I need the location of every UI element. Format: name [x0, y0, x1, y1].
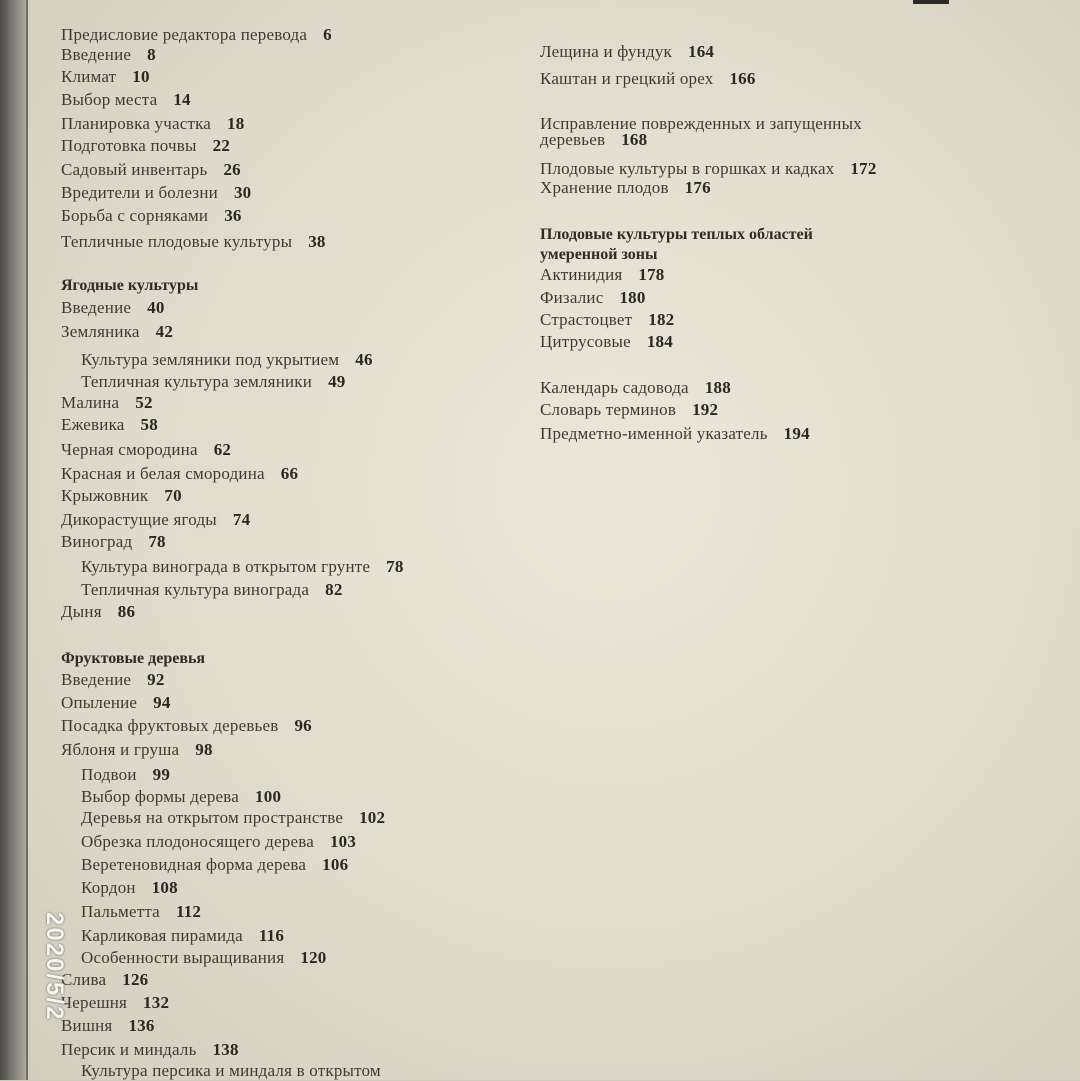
toc-page-number: 100 [255, 787, 282, 806]
toc-entry-title: Посадка фруктовых деревьев [61, 716, 279, 735]
toc-entry-title: Лещина и фундук [540, 42, 672, 61]
toc-page-number: 26 [223, 160, 241, 179]
toc-entry-title: Культура земляники под укрытием [81, 350, 340, 369]
toc-entry-title: Персик и миндаль [61, 1040, 197, 1059]
toc-entry-title: Обрезка плодоносящего дерева [81, 832, 314, 851]
toc-page-number: 42 [155, 322, 174, 341]
toc-entry [540, 42, 714, 62]
toc-entry [540, 310, 674, 330]
toc-page-number: 108 [151, 878, 178, 897]
toc-entry-title: Ежевика [61, 415, 125, 434]
toc-page-number: 58 [140, 415, 158, 434]
toc-entry [540, 265, 665, 285]
toc-page-number: 96 [294, 716, 312, 735]
toc-entry [540, 378, 731, 398]
toc-entry-title: Культура винограда в открытом грунте [81, 557, 371, 576]
toc-entry [61, 67, 150, 87]
toc-entry-title: Вишня [61, 1016, 113, 1035]
toc-page-number: 78 [386, 557, 404, 576]
toc-entry-title: Выбор места [61, 90, 158, 109]
toc-page-number: 10 [132, 67, 150, 86]
toc-entry-title: Яблоня и груша [61, 740, 180, 759]
toc-entry [540, 288, 646, 308]
toc-entry-title: Хранение плодов [540, 178, 669, 197]
toc-page-number: 82 [325, 580, 343, 599]
toc-page-number: 36 [224, 206, 242, 225]
toc-page-number: 188 [704, 378, 731, 397]
toc-page-number: 30 [233, 183, 252, 202]
toc-entry [61, 532, 166, 552]
toc-page-number: 14 [173, 90, 191, 109]
toc-page-number: 52 [135, 393, 153, 412]
toc-entry-title: Введение [61, 298, 132, 317]
toc-entry-title: Предисловие редактора перевода [61, 25, 308, 44]
toc-entry [61, 415, 158, 435]
toc-section-heading: Плодовые культуры теплых областей [540, 226, 813, 243]
toc-entry-title: Плодовые культуры в горшках и кадках [540, 159, 835, 178]
toc-entry [81, 902, 201, 922]
book-page [26, 0, 1080, 1080]
toc-page-number: 49 [328, 372, 346, 391]
toc-page-number: 168 [621, 130, 648, 149]
toc-entry-title: Опыление [61, 693, 138, 712]
toc-page-number: 70 [164, 486, 182, 505]
toc-page-number: 116 [258, 926, 285, 945]
toc-entry [61, 206, 242, 226]
toc-entry-title: Физалис [540, 288, 604, 307]
toc-entry-title: Тепличная культура земляники [81, 372, 313, 391]
toc-entry [81, 926, 284, 946]
toc-page-number: 40 [147, 298, 165, 317]
toc-entry [81, 808, 385, 828]
toc-entry-title: Календарь садовода [540, 378, 689, 397]
toc-entry [61, 510, 250, 530]
toc-section-heading: умеренной зоны [540, 246, 658, 263]
toc-page-number: 98 [195, 740, 213, 759]
toc-page-number: 112 [175, 902, 202, 921]
toc-entry [61, 602, 135, 622]
toc-entry [81, 765, 170, 785]
toc-entry [61, 970, 148, 990]
toc-entry [61, 183, 251, 203]
toc-entry [81, 878, 178, 898]
toc-page-number: 172 [850, 159, 877, 178]
toc-page-number: 99 [152, 765, 171, 784]
toc-entry-title: Слива [61, 970, 107, 989]
toc-entry [81, 557, 404, 577]
toc-entry [81, 787, 281, 807]
toc-page-number: 62 [213, 440, 232, 459]
toc-page-number: 166 [729, 69, 756, 88]
toc-entry [81, 855, 348, 875]
toc-entry-title: Каштан и грецкий орех [540, 69, 714, 88]
toc-section-heading: Ягодные культуры [61, 277, 199, 294]
toc-page-number: 132 [143, 993, 170, 1012]
toc-entry [81, 350, 373, 370]
toc-entry-title: Планировка участка [61, 114, 212, 133]
date-stamp: 2020/5/2 [41, 912, 68, 1022]
toc-page-number: 182 [648, 310, 675, 329]
toc-entry [61, 486, 182, 506]
toc-page-number: 94 [153, 693, 171, 712]
toc-entry [61, 90, 191, 110]
toc-entry-title: Дикорастущие ягоды [61, 510, 217, 529]
toc-entry-title: Выбор формы дерева [81, 787, 240, 806]
toc-page-number: 92 [147, 670, 165, 689]
toc-page-number: 184 [646, 332, 673, 351]
toc-page-number: 106 [322, 855, 349, 874]
toc-entry-title: Виноград [61, 532, 133, 551]
toc-entry-title: Цитрусовые [540, 332, 631, 351]
toc-entry-title: Предметно-именной указатель [540, 424, 768, 443]
toc-page-number: 126 [122, 970, 149, 989]
toc-entry [81, 580, 343, 600]
top-rule [913, 0, 949, 4]
toc-entry-title: Крыжовник [61, 486, 149, 505]
toc-page-number: 164 [688, 42, 715, 61]
toc-entry-title: Малина [61, 393, 120, 412]
toc-entry [61, 670, 165, 690]
toc-entry [81, 372, 345, 392]
toc-page-number: 136 [128, 1016, 155, 1035]
toc-entry [81, 948, 327, 968]
toc-entry-title: Веретеновидная форма дерева [81, 855, 307, 874]
toc-entry [61, 693, 171, 713]
toc-page-number: 120 [300, 948, 327, 967]
toc-entry-title: Словарь терминов [540, 400, 677, 419]
toc-page-number: 178 [638, 265, 665, 284]
toc-entry [61, 114, 244, 134]
toc-entry [61, 232, 326, 252]
toc-page-number: 103 [329, 832, 357, 851]
toc-page-number: 46 [355, 350, 373, 369]
toc-page-number: 38 [308, 232, 326, 251]
toc-entry-title: Дыня [61, 602, 102, 621]
toc-page-number: 22 [212, 136, 231, 155]
toc-entry [81, 1061, 381, 1081]
toc-entry-title: Актинидия [540, 265, 623, 284]
toc-entry [540, 400, 718, 420]
toc-entry-title: Культура персика и миндаля в открытом [81, 1061, 381, 1080]
toc-entry-title: Введение [61, 670, 132, 689]
toc-section-heading: Фруктовые деревья [61, 650, 206, 667]
toc-entry [540, 130, 647, 150]
toc-entry-title: Исправление поврежденных и запущенных [540, 114, 862, 133]
toc-page-number: 66 [280, 464, 299, 483]
toc-entry-title: Красная и белая смородина [61, 464, 265, 483]
toc-entry-title: Карликовая пирамида [81, 926, 243, 945]
toc-page-number: 194 [783, 424, 810, 443]
toc-entry-title: Борьба с сорняками [61, 206, 209, 225]
toc-entry-title: Черешня [61, 993, 128, 1012]
toc-entry [61, 1040, 239, 1060]
toc-entry [61, 1016, 155, 1036]
toc-entry [81, 832, 356, 852]
toc-entry-title: Пальметта [81, 902, 160, 921]
toc-entry-title: Введение [61, 45, 132, 64]
toc-entry [61, 993, 169, 1013]
toc-entry [61, 45, 156, 65]
toc-page-number: 86 [117, 602, 136, 621]
toc-page-number: 8 [147, 45, 156, 64]
toc-entry [61, 740, 213, 760]
toc-page-number: 192 [692, 400, 719, 419]
toc-entry [61, 160, 241, 180]
toc-entry [540, 178, 711, 198]
toc-entry [61, 136, 230, 156]
toc-page-number: 18 [227, 114, 245, 133]
toc-entry [540, 159, 877, 179]
toc-page-number: 102 [359, 808, 386, 827]
toc-page-number: 74 [232, 510, 251, 529]
toc-entry [540, 424, 810, 444]
toc-entry [61, 464, 298, 484]
toc-page-number: 138 [212, 1040, 239, 1059]
toc-entry [540, 332, 673, 352]
toc-entry [61, 716, 312, 736]
toc-page-number: 6 [323, 25, 332, 44]
toc-entry-title: Черная смородина [61, 440, 198, 459]
toc-entry-title: Подготовка почвы [61, 136, 197, 155]
toc-entry-title: Тепличная культура винограда [81, 580, 310, 599]
toc-entry-title: деревьев [540, 130, 606, 149]
toc-entry-title: Садовый инвентарь [61, 160, 208, 179]
toc-page-number: 78 [148, 532, 166, 551]
toc-entry-title: Тепличные плодовые культуры [61, 232, 293, 251]
toc-entry [61, 25, 332, 45]
toc-entry-title: Климат [61, 67, 117, 86]
toc-entry-title: Особенности выращивания [81, 948, 285, 967]
toc-entry-title: Деревья на открытом пространстве [81, 808, 344, 827]
toc-entry [61, 440, 231, 460]
toc-entry [540, 69, 756, 89]
toc-entry [61, 393, 153, 413]
toc-page-number: 176 [684, 178, 711, 197]
toc-entry-title: Вредители и болезни [61, 183, 218, 202]
toc-entry-title: Земляника [61, 322, 140, 341]
toc-entry-title: Страстоцвет [540, 310, 633, 329]
toc-entry [61, 298, 165, 318]
toc-page-number: 180 [619, 288, 646, 307]
toc-entry-title: Кордон [81, 878, 136, 897]
toc-entry-title: Подвои [81, 765, 137, 784]
toc-entry [61, 322, 173, 342]
